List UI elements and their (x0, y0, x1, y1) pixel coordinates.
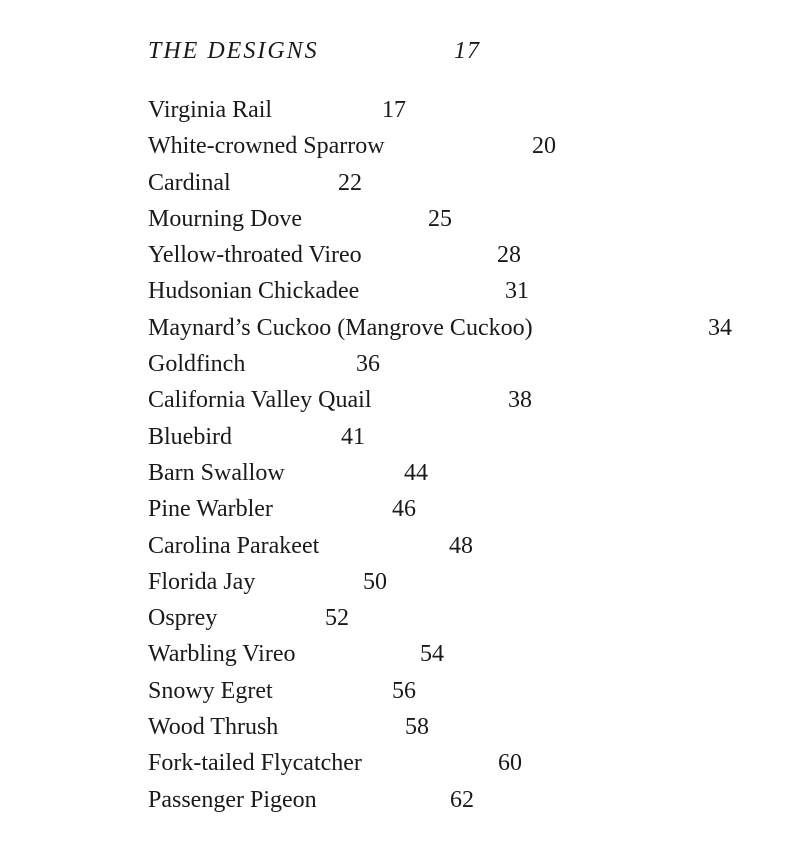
entry-page-number: 17 (382, 97, 406, 123)
entry-title: Pine Warbler (148, 496, 273, 523)
entry-title: Maynard’s Cuckoo (Mangrove Cuckoo) (148, 314, 533, 341)
contents-entry (148, 275, 768, 311)
section-header (148, 38, 548, 74)
entry-page-number: 56 (392, 677, 416, 704)
contents-entry (148, 94, 768, 130)
entry-page-number: 28 (497, 242, 521, 269)
section-page-number: 17 (454, 38, 480, 64)
contents-entry (148, 493, 768, 529)
entry-page-number: 54 (420, 641, 444, 668)
entry-title: California Valley Quail (148, 387, 372, 414)
entry-page-number: 31 (505, 278, 529, 305)
contents-list (148, 94, 768, 820)
contents-entry (148, 530, 768, 566)
contents-entry (148, 711, 768, 747)
entry-title: Goldfinch (148, 351, 246, 378)
contents-entry (148, 566, 768, 602)
entry-page-number: 36 (356, 351, 380, 378)
entry-page-number: 34 (708, 314, 732, 341)
entry-page-number: 20 (532, 133, 556, 160)
entry-page-number: 50 (363, 568, 387, 595)
entry-title: Yellow-throated Vireo (148, 242, 362, 269)
entry-title: Osprey (148, 605, 218, 632)
entry-page-number: 46 (392, 496, 416, 523)
entry-title: Snowy Egret (148, 677, 273, 704)
entry-page-number: 44 (404, 459, 428, 486)
entry-page-number: 48 (449, 532, 473, 559)
entry-page-number: 41 (341, 423, 365, 450)
contents-entry (148, 602, 768, 638)
contents-entry (148, 421, 768, 457)
contents-entry (148, 675, 768, 711)
entry-page-number: 38 (508, 387, 532, 414)
entry-page-number: 52 (325, 605, 349, 632)
entry-title: Fork-tailed Flycatcher (148, 750, 362, 777)
entry-page-number: 25 (428, 205, 452, 232)
contents-entry (148, 130, 768, 166)
entry-title: White-crowned Sparrow (148, 133, 385, 160)
entry-title: Carolina Parakeet (148, 532, 320, 559)
entry-page-number: 62 (450, 786, 474, 813)
entry-page-number: 22 (338, 169, 362, 196)
contents-entry (148, 348, 768, 384)
contents-entry (148, 203, 768, 239)
entry-title: Warbling Vireo (148, 641, 296, 668)
entry-title: Florida Jay (148, 568, 256, 595)
contents-entry (148, 747, 768, 783)
entry-title: Barn Swallow (148, 459, 285, 486)
contents-entry (148, 638, 768, 674)
entry-title: Wood Thrush (148, 714, 279, 741)
section-title: THE DESIGNS (148, 38, 319, 64)
entry-title: Hudsonian Chickadee (148, 278, 360, 305)
contents-entry (148, 312, 768, 348)
contents-entry (148, 457, 768, 493)
entry-title: Cardinal (148, 169, 231, 196)
entry-page-number: 60 (498, 750, 522, 777)
contents-entry (148, 167, 768, 203)
contents-entry (148, 239, 768, 275)
contents-entry (148, 784, 768, 820)
contents-entry (148, 384, 768, 420)
entry-title: Bluebird (148, 423, 232, 450)
entry-title: Mourning Dove (148, 205, 302, 232)
entry-title: Virginia Rail (148, 97, 273, 123)
entry-page-number: 58 (405, 714, 429, 741)
entry-title: Passenger Pigeon (148, 786, 317, 813)
